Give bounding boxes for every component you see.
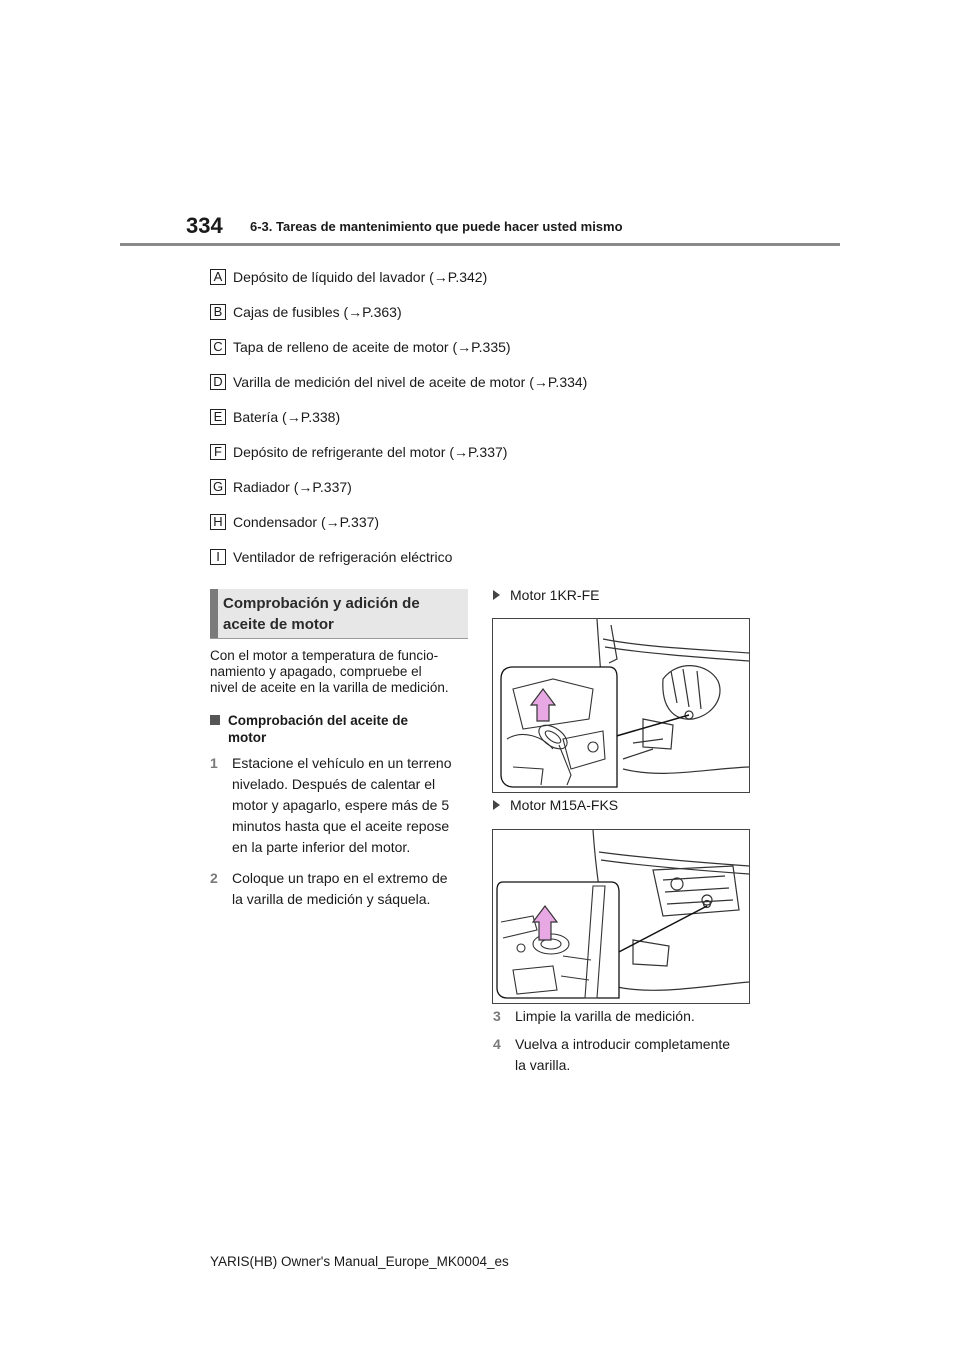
legend-letter: I xyxy=(210,549,226,565)
step-number: 4 xyxy=(493,1036,501,1052)
step-line: Vuelva a introducir completamente xyxy=(515,1036,731,1052)
legend-text: Cajas de fusibles (→P.363) xyxy=(233,303,402,320)
engine-figure-1kr xyxy=(492,618,750,793)
heading-accent-bar xyxy=(210,589,218,638)
step-item xyxy=(493,1034,755,1076)
legend-text: Varilla de medición del nivel de aceite de motor (→P.334) xyxy=(233,373,588,390)
legend-letter: F xyxy=(210,444,226,460)
legend-text: Tapa de relleno de aceite de motor (→P.335) xyxy=(233,338,511,355)
intro-line: namiento y apagado, compruebe el xyxy=(210,664,422,679)
legend-item xyxy=(210,469,730,504)
page-number: 334 xyxy=(186,213,223,238)
legend-list xyxy=(210,259,730,574)
intro-paragraph xyxy=(210,648,472,696)
step-line: Coloque un trapo en el extremo de xyxy=(232,870,448,886)
legend-text: Ventilador de refrigeración eléctrico xyxy=(233,548,453,565)
step-line: la varilla. xyxy=(515,1057,571,1073)
heading-line: Comprobación y adición de xyxy=(223,595,420,612)
legend-text: Depósito de líquido del lavador (→P.342) xyxy=(233,268,488,285)
engine-illustration xyxy=(493,619,749,792)
subheading xyxy=(210,712,472,746)
square-bullet-icon xyxy=(210,715,220,725)
legend-letter: A xyxy=(210,269,226,285)
legend-item xyxy=(210,259,730,294)
step-line: Estacione el vehículo en un terreno xyxy=(232,755,452,771)
section-heading-text xyxy=(223,593,420,635)
step-line: Limpie la varilla de medición. xyxy=(515,1008,695,1024)
legend-text: Radiador (→P.337) xyxy=(233,478,352,495)
step-line: la varilla de medición y sáquela. xyxy=(232,891,431,907)
step-item xyxy=(210,753,472,858)
engine-name: Motor M15A-FKS xyxy=(510,797,619,813)
legend-item xyxy=(210,329,730,364)
legend-letter: G xyxy=(210,479,226,495)
legend-item xyxy=(210,434,730,469)
step-number: 1 xyxy=(210,755,218,771)
engine-label xyxy=(493,797,618,813)
engine-label xyxy=(493,587,599,603)
step-number: 3 xyxy=(493,1008,501,1024)
step-line: en la parte inferior del motor. xyxy=(232,839,411,855)
heading-line: aceite de motor xyxy=(223,616,334,633)
legend-text: Condensador (→P.337) xyxy=(233,513,380,530)
legend-item xyxy=(210,294,730,329)
legend-item xyxy=(210,364,730,399)
step-item xyxy=(493,1006,755,1027)
step-line: nivelado. Después de calentar el xyxy=(232,776,436,792)
legend-text: Batería (→P.338) xyxy=(233,408,341,425)
engine-illustration xyxy=(493,830,749,1003)
legend-letter: B xyxy=(210,304,226,320)
subheading-line: Comprobación del aceite de xyxy=(228,713,409,728)
legend-letter: C xyxy=(210,339,226,355)
step-number: 2 xyxy=(210,870,218,886)
footer-text: YARIS(HB) Owner's Manual_Europe_MK0004_es xyxy=(210,1254,509,1269)
triangle-bullet-icon xyxy=(493,800,500,810)
legend-item xyxy=(210,504,730,539)
triangle-bullet-icon xyxy=(493,590,500,600)
intro-line: Con el motor a temperatura de funcio- xyxy=(210,648,439,663)
engine-name: Motor 1KR-FE xyxy=(510,587,600,603)
step-line: motor y apagarlo, espere más de 5 xyxy=(232,797,450,813)
legend-text: Depósito de refrigerante del motor (→P.337) xyxy=(233,443,508,460)
intro-line: nivel de aceite en la varilla de medición. xyxy=(210,680,449,695)
legend-item xyxy=(210,399,730,434)
section-title: 6-3. Tareas de mantenimiento que puede hacer usted mismo xyxy=(250,219,623,234)
subheading-line: motor xyxy=(228,730,267,745)
step-line: minutos hasta que el aceite repose xyxy=(232,818,450,834)
section-heading xyxy=(210,589,468,639)
step-item xyxy=(210,868,472,910)
legend-letter: E xyxy=(210,409,226,425)
header-divider xyxy=(120,243,840,246)
legend-item xyxy=(210,539,730,574)
legend-letter: D xyxy=(210,374,226,390)
legend-letter: H xyxy=(210,514,226,530)
engine-figure-m15a xyxy=(492,829,750,1004)
